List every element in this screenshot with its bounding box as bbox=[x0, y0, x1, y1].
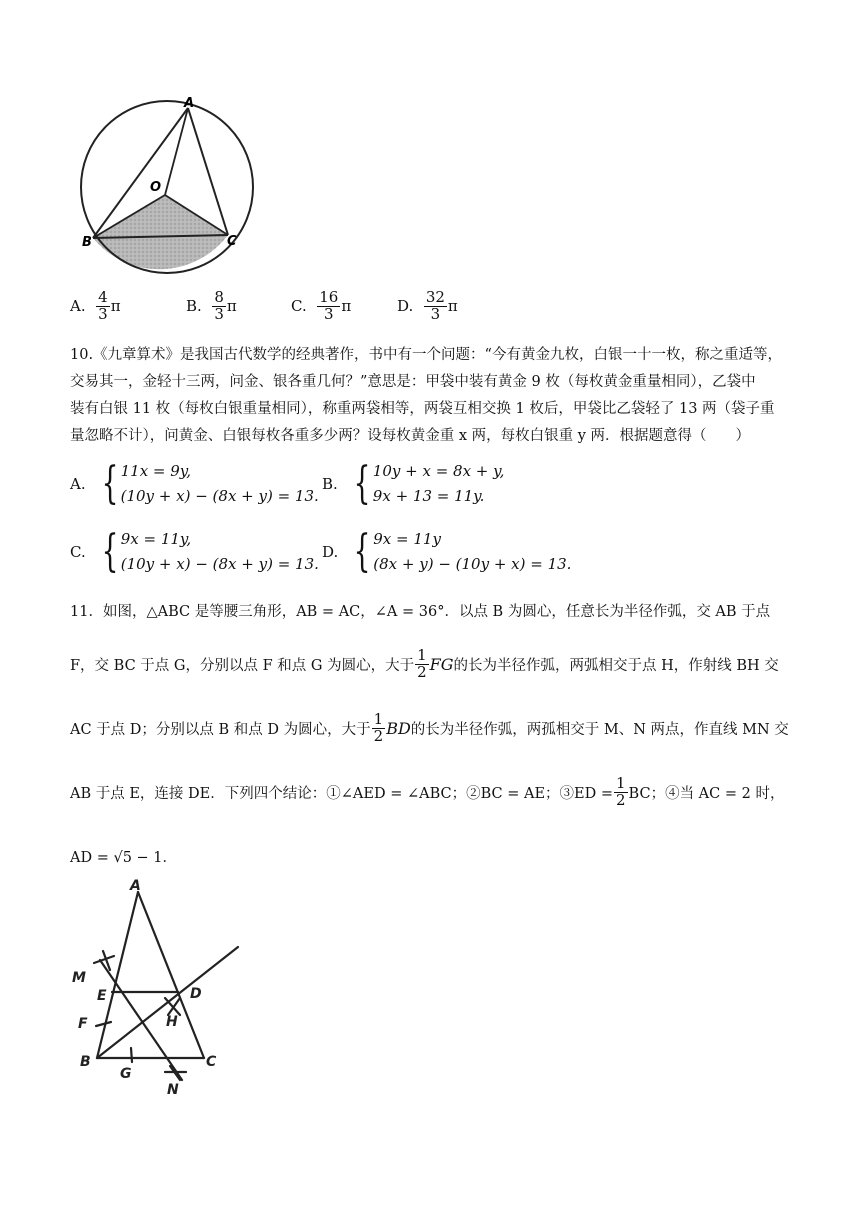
point-label: O bbox=[150, 180, 162, 195]
q10-option-d[interactable]: D. { 9x = 11y (8x + y) − (10y + x) = 13. bbox=[322, 526, 572, 577]
q11-line-2: F，交 BC 于点 G，分别以点 F 和点 G 为圆心，大于 $\frac{1}{2}$ FG 的长为半径作弧，两弧相交于点 H，作射线 BH 交 bbox=[70, 646, 779, 681]
q10-text bbox=[70, 342, 810, 450]
brace-icon: { bbox=[101, 458, 119, 509]
point-label: C bbox=[227, 234, 237, 249]
q10-option-a[interactable]: A. { 11x = 9y, (10y + x) − (8x + y) = 13. bbox=[70, 458, 319, 509]
point-label: D bbox=[190, 986, 202, 1002]
point-label: B bbox=[82, 235, 92, 250]
q11-line-1: 11．如图，△ABC 是等腰三角形，AB = AC，∠A = 36°．以点 B 为圆心，任意长为半径作弧，交 AB 于点 bbox=[70, 604, 771, 620]
q10-line: 装有白银 11 枚（每枚白银重量相同），称重两袋相等，两袋互相交换 1 枚后，甲袋比乙袋轻了 13 两（袋子重 bbox=[70, 401, 775, 417]
q10-line: 量忽略不计），问黄金、白银每枚各重多少两？设每枚黄金重 x 两，每枚白银重 y 两．根据题意得（ ） bbox=[70, 428, 751, 444]
q9-option-b[interactable]: B. $\frac{8}{3}$ π bbox=[186, 288, 237, 323]
point-label: B bbox=[80, 1054, 91, 1070]
brace-icon: { bbox=[353, 526, 371, 577]
point-label: M bbox=[72, 970, 86, 986]
q9-option-c[interactable]: C. $\frac{16}{3}$ π bbox=[291, 288, 352, 323]
point-label: N bbox=[167, 1082, 179, 1098]
point-label: H bbox=[166, 1014, 178, 1030]
point-label: E bbox=[97, 988, 107, 1004]
point-label: A bbox=[130, 878, 141, 894]
q10-line: 10.《九章算术》是我国古代数学的经典著作，书中有一个问题：“今有黄金九枚，白银一十一枚，称之重适等， bbox=[70, 347, 782, 363]
brace-icon: { bbox=[101, 526, 119, 577]
q11-line-3: AC 于点 D；分别以点 B 和点 D 为圆心，大于 $\frac{1}{2}$ BD 的长为半径作弧，两孤相交于 M、N 两点，作直线 MN 交 bbox=[70, 710, 789, 745]
q11-line-4: AB 于点 E，连接 DE．下列四个结论：①∠AED = ∠ABC；②BC = AE；③ED = $\frac{1}{2}$ BC；④当 AC = 2 时， bbox=[70, 774, 785, 809]
q10-option-b[interactable]: B. { 10y + x = 8x + y, 9x + 13 = 11y. bbox=[322, 458, 505, 509]
point-label: F bbox=[78, 1016, 88, 1032]
triangle-construction-figure bbox=[70, 878, 250, 1098]
q11-line-5: AD = √5 − 1． bbox=[70, 850, 178, 866]
circle-figure bbox=[70, 95, 270, 275]
q9-option-d[interactable]: D. $\frac{32}{3}$ π bbox=[397, 288, 458, 323]
point-label: C bbox=[206, 1054, 217, 1070]
brace-icon: { bbox=[353, 458, 371, 509]
q10-line: 交易其一，金轻十三两，问金、银各重几何？”意思是：甲袋中装有黄金 9 枚（每枚黄金重量相同），乙袋中 bbox=[70, 374, 756, 390]
q10-option-c[interactable]: C. { 9x = 11y, (10y + x) − (8x + y) = 13. bbox=[70, 526, 319, 577]
point-label: A bbox=[184, 96, 195, 111]
q9-option-a[interactable]: A. $\frac{4}{3}$ π bbox=[70, 288, 121, 323]
point-label: G bbox=[120, 1066, 132, 1082]
